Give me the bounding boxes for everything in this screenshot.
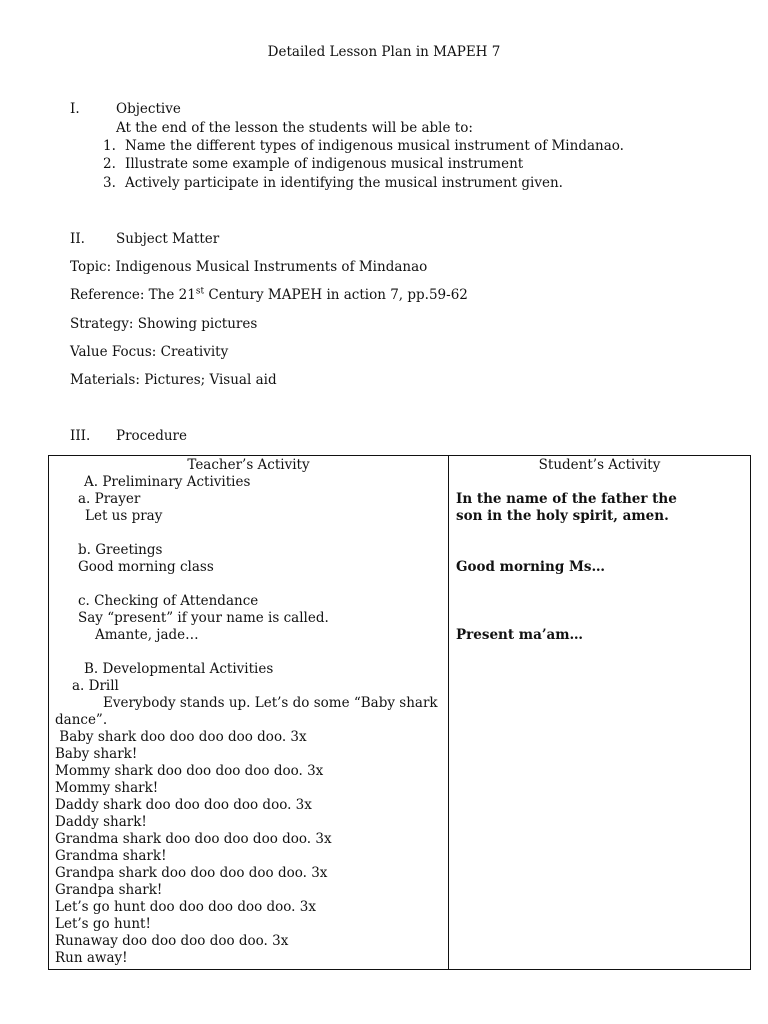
teacher-line: Baby shark doo doo doo doo doo. 3x: [55, 729, 307, 745]
teacher-activity-header: Teacher’s Activity: [187, 457, 310, 473]
procedure-heading: Procedure: [116, 428, 187, 444]
objective-numeral: I.: [70, 101, 80, 117]
teacher-line: Grandma shark!: [55, 848, 167, 864]
teacher-line: Amante, jade…: [95, 627, 199, 643]
teacher-line: Grandpa shark!: [55, 882, 163, 898]
document-title: Detailed Lesson Plan in MAPEH 7: [267, 44, 501, 60]
student-line: son in the holy spirit, amen.: [456, 508, 669, 524]
teacher-line: A. Preliminary Activities: [84, 474, 251, 490]
procedure-table: [48, 455, 751, 970]
teacher-line: Good morning class: [78, 559, 214, 575]
student-activity-cell: [449, 456, 751, 970]
teacher-line: Say “present” if your name is called.: [78, 610, 329, 626]
teacher-line: Grandpa shark doo doo doo doo doo. 3x: [55, 865, 328, 881]
teacher-line: a. Prayer: [78, 491, 141, 507]
teacher-line: Let us pray: [85, 508, 163, 524]
teacher-line: Run away!: [55, 950, 128, 966]
teacher-line: Runaway doo doo doo doo doo. 3x: [55, 933, 289, 949]
teacher-line: Everybody stands up. Let’s do some “Baby shark: [103, 695, 438, 711]
teacher-line: Daddy shark!: [55, 814, 147, 830]
teacher-line: Mommy shark doo doo doo doo doo. 3x: [55, 763, 324, 779]
procedure-numeral: III.: [70, 428, 91, 444]
materials: Materials: Pictures; Visual aid: [70, 372, 277, 388]
objective-item-3: Actively participate in identifying the musical instrument given.: [125, 175, 563, 191]
reference: Reference: The 21st Century MAPEH in action 7, pp.59-62: [70, 286, 468, 303]
objective-item-2-num: 2.: [103, 156, 116, 172]
subject-matter-heading: Subject Matter: [116, 231, 220, 247]
teacher-line: c. Checking of Attendance: [78, 593, 259, 609]
objective-item-1: Name the different types of indigenous musical instrument of Mindanao.: [125, 138, 624, 154]
teacher-line: a. Drill: [72, 678, 119, 694]
teacher-line: B. Developmental Activities: [84, 661, 274, 677]
student-activity-header: Student’s Activity: [538, 457, 661, 473]
teacher-line: Mommy shark!: [55, 780, 159, 796]
objective-item-1-num: 1.: [103, 138, 116, 154]
teacher-line: Grandma shark doo doo doo doo doo. 3x: [55, 831, 332, 847]
teacher-line: Daddy shark doo doo doo doo doo. 3x: [55, 797, 312, 813]
student-line: Present ma’am…: [456, 627, 584, 643]
objective-heading: Objective: [116, 101, 181, 117]
objective-item-3-num: 3.: [103, 175, 116, 191]
topic: Topic: Indigenous Musical Instruments of Mindanao: [70, 259, 428, 275]
teacher-line: Let’s go hunt!: [55, 916, 151, 932]
teacher-line: dance”.: [55, 712, 108, 728]
student-line: In the name of the father the: [456, 491, 677, 507]
value-focus: Value Focus: Creativity: [70, 344, 229, 360]
teacher-line: Let’s go hunt doo doo doo doo doo. 3x: [55, 899, 316, 915]
student-line: Good morning Ms…: [456, 559, 606, 575]
teacher-line: b. Greetings: [78, 542, 163, 558]
subject-matter-numeral: II.: [70, 231, 85, 247]
objective-item-2: Illustrate some example of indigenous musical instrument: [125, 156, 524, 172]
teacher-activity-cell: [49, 456, 449, 970]
objective-intro: At the end of the lesson the students will be able to:: [116, 120, 473, 136]
teacher-line: Baby shark!: [55, 746, 138, 762]
strategy: Strategy: Showing pictures: [70, 316, 258, 332]
